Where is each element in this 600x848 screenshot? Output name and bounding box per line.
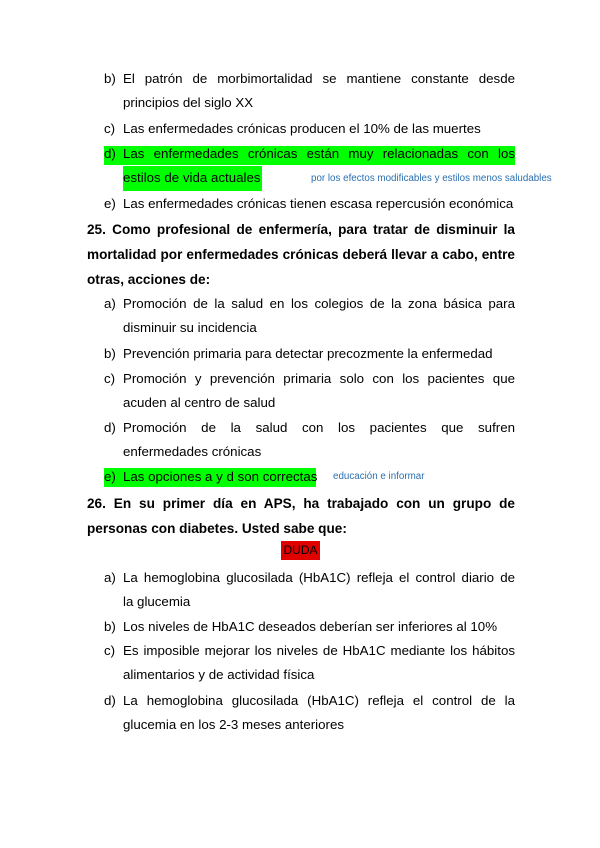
option-24b-line1 xyxy=(104,67,515,92)
option-25c-line2: acuden al centro de salud xyxy=(123,395,276,410)
option-26d-line2: glucemia en los 2-3 meses anteriores xyxy=(123,717,344,732)
option-26d-line1 xyxy=(104,689,515,714)
option-26a-line1 xyxy=(104,566,515,591)
option-24d-line1 xyxy=(104,142,515,167)
annotation-25e: educación e informar xyxy=(333,471,425,482)
option-letter: a) xyxy=(104,296,116,311)
option-letter: b) xyxy=(104,71,116,86)
option-24c xyxy=(104,117,515,142)
option-text: Promoción de la salud con los pacientes que sufren xyxy=(123,420,515,435)
option-letter: c) xyxy=(104,643,116,658)
option-text: Las opciones a y d son correctas xyxy=(123,469,318,484)
option-26c-line2: alimentarios y de actividad física xyxy=(123,667,315,682)
option-letter: d) xyxy=(104,693,116,708)
option-letter: b) xyxy=(104,346,116,361)
option-letter: d) xyxy=(104,146,116,161)
option-25e xyxy=(104,465,515,490)
option-25d-line1 xyxy=(104,416,515,441)
option-text: Prevención primaria para detectar precozmente la enfermedad xyxy=(123,346,493,361)
option-letter: d) xyxy=(104,420,116,435)
option-text: Las enfermedades crónicas están muy relacionadas con los xyxy=(123,146,515,161)
option-24b-line2: principios del siglo XX xyxy=(123,95,254,110)
option-letter: b) xyxy=(104,619,116,634)
option-letter: c) xyxy=(104,371,116,386)
doubt-label: DUDA xyxy=(281,541,320,560)
question-26-line2: personas con diabetes. Usted sabe que: xyxy=(87,521,347,536)
option-letter: a) xyxy=(104,570,116,585)
question-25-line1: 25. Como profesional de enfermería, para tratar de disminuir la xyxy=(87,222,515,237)
option-24e xyxy=(104,192,515,217)
option-25d-line2: enfermedades crónicas xyxy=(123,444,262,459)
question-26-line1: 26. En su primer día en APS, ha trabajado con un grupo de xyxy=(87,496,515,511)
option-text: Las enfermedades crónicas tienen escasa repercusión económica xyxy=(123,196,514,211)
question-25-line2: mortalidad por enfermedades crónicas deberá llevar a cabo, entre xyxy=(87,247,515,262)
option-25b xyxy=(104,342,515,367)
option-text: Promoción de la salud en los colegios de la zona básica para xyxy=(123,296,515,311)
option-letter: e) xyxy=(104,469,116,484)
option-letter: c) xyxy=(104,121,116,136)
option-26c-line1 xyxy=(104,639,515,664)
option-25c-line1 xyxy=(104,367,515,392)
option-text: La hemoglobina glucosilada (HbA1C) refleja el control diario de xyxy=(123,570,515,585)
option-text: Las enfermedades crónicas producen el 10% de las muertes xyxy=(123,121,481,136)
option-26a-line2: la glucemia xyxy=(123,594,191,609)
question-25-line3: otras, acciones de: xyxy=(87,272,211,287)
option-text: Los niveles de HbA1C deseados deberían ser inferiores al 10% xyxy=(123,619,498,634)
option-text: El patrón de morbimortalidad se mantiene constante desde xyxy=(123,71,515,86)
option-25a-line1 xyxy=(104,292,515,317)
option-26b xyxy=(104,615,515,640)
option-text: Es imposible mejorar los niveles de HbA1C mediante los hábitos xyxy=(123,643,515,658)
option-text: La hemoglobina glucosilada (HbA1C) refleja el control de la xyxy=(123,693,515,708)
option-letter: e) xyxy=(104,196,116,211)
option-25a-line2: disminuir su incidencia xyxy=(123,320,257,335)
annotation-24d: por los efectos modificables y estilos menos saludables xyxy=(311,173,552,184)
option-text: Promoción y prevención primaria solo con los pacientes que xyxy=(123,371,515,386)
option-24d-line2: estilos de vida actuales xyxy=(123,166,262,191)
